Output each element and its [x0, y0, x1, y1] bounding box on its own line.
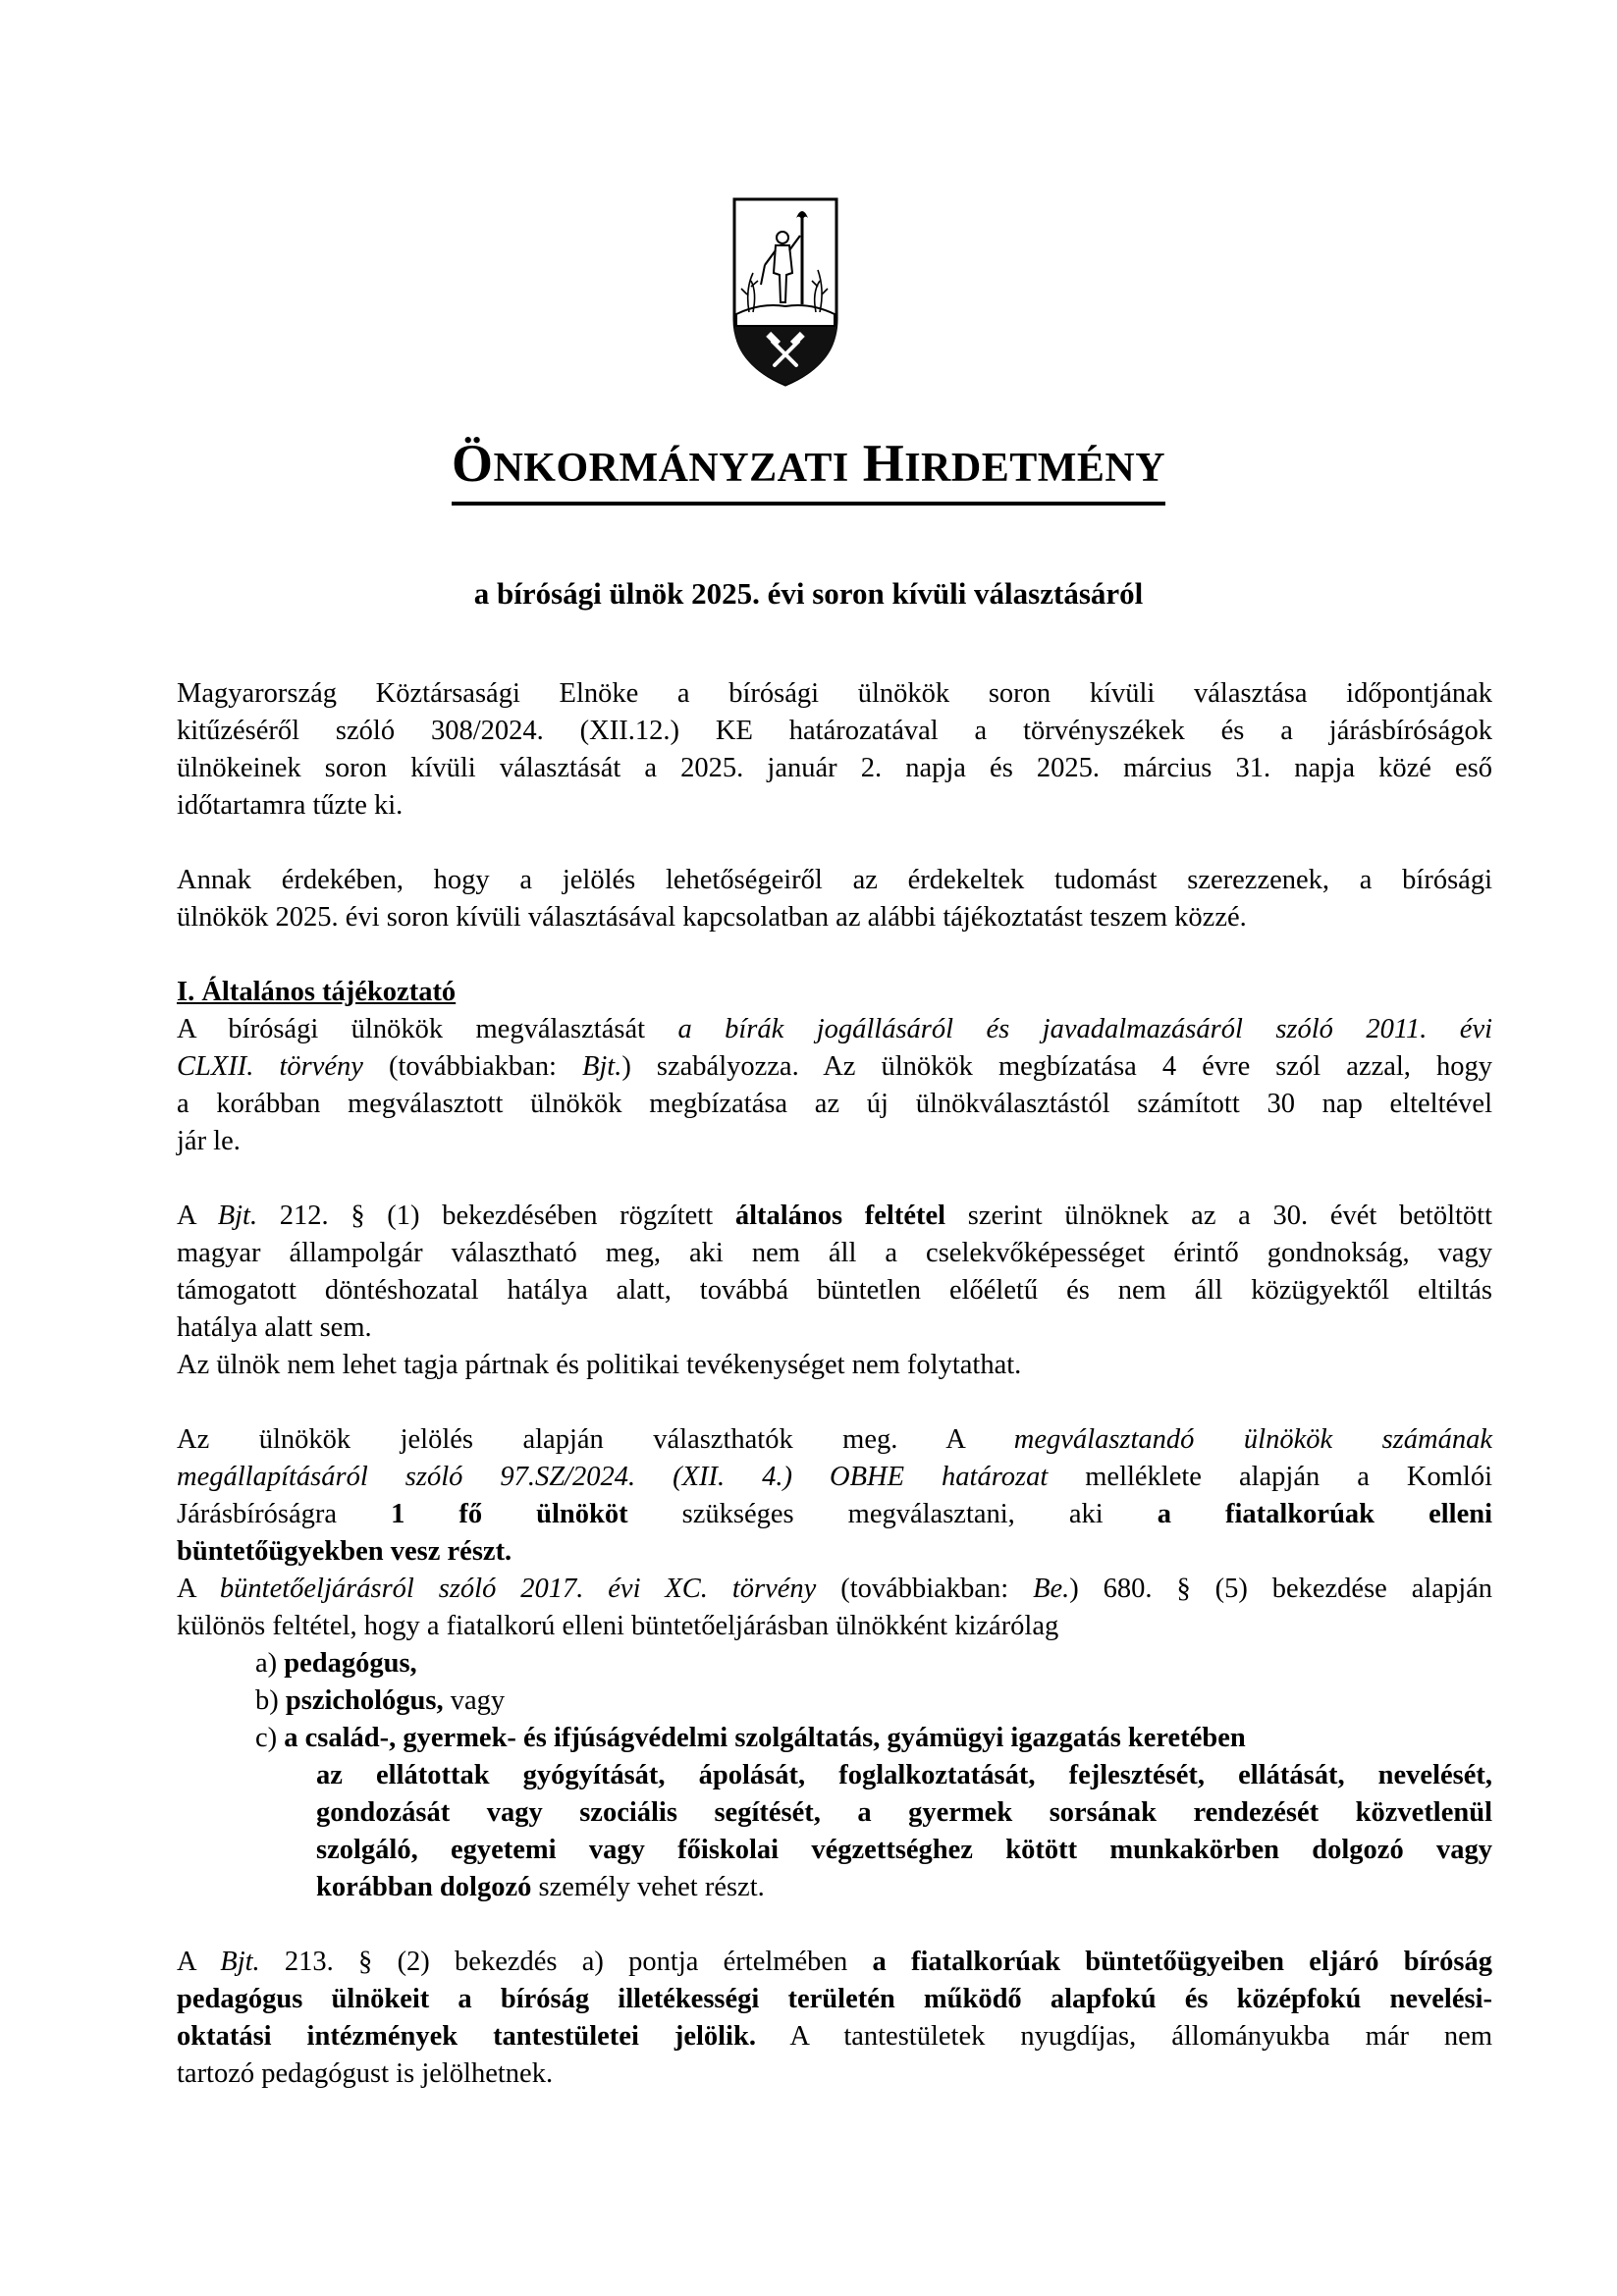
text-line: jár le.: [177, 1126, 241, 1156]
title-initial-1: Ö: [451, 434, 494, 493]
text-line: Járásbíróságra 1 fő ülnököt szükséges megválasztani, aki a fiatalkorúak elleni: [177, 1499, 1492, 1529]
coat-of-arms: [731, 196, 839, 388]
text-line: különös feltétel, hogy a fiatalkorú elleni büntetőeljárásban ülnökként kizárólag: [177, 1611, 1059, 1641]
coat-of-arms-image: [731, 196, 839, 388]
text-line: korábban dolgozó személy vehet részt.: [316, 1872, 765, 1902]
text-line: megállapításáról szóló 97.SZ/2024. (XII. 4.) OBHE határozat melléklete alapján a Komlói: [177, 1462, 1492, 1492]
subtitle: a bírósági ülnök 2025. évi soron kívüli választásáról: [473, 576, 1144, 611]
text-line: Magyarország Köztársasági Elnöke a bírósági ülnökök soron kívüli választása időpontjának: [177, 678, 1492, 709]
text-line: A Bjt. 213. § (2) bekezdés a) pontja értelmében a fiatalkorúak büntetőügyeiben eljáró bíróság: [177, 1947, 1492, 1977]
text-line: támogatott döntéshozatal hatálya alatt, továbbá büntetlen előéletű és nem áll közügyektől eltiltás: [177, 1275, 1492, 1306]
text-line: az ellátottak gyógyítását, ápolását, foglalkoztatását, fejlesztését, ellátását, nevelését,: [316, 1760, 1492, 1790]
list-item-c-continuation: [255, 1757, 1492, 1906]
text-line: magyar állampolgár választható meg, aki nem áll a cselekvőképességet érintő gondnokság, vagy: [177, 1238, 1492, 1268]
list-item-a: a) pedagógus,: [255, 1648, 417, 1679]
paragraph-intro: [177, 675, 1492, 825]
text-line: tartozó pedagógust is jelölhetnek.: [177, 2058, 554, 2089]
title-rest-1: NKORMÁNYZATI: [493, 446, 849, 491]
text-line: szolgáló, egyetemi vagy főiskolai végzettséghez kötött munkakörben dolgozó vagy: [316, 1835, 1492, 1865]
section-heading-text: I. Általános tájékoztató: [177, 977, 457, 1007]
text-line: CLXII. törvény (továbbiakban: Bjt.) szabályozza. Az ülnökök megbízatása 4 évre szól azzal, hogy: [177, 1051, 1492, 1082]
list-item-b: b) pszichológus, vagy: [255, 1685, 506, 1716]
text-line: kitűzéséről szóló 308/2024. (XII.12.) KE határozatával a törvényszékek és a járásbíróságok: [177, 716, 1492, 746]
title-initial-2: H: [862, 434, 905, 493]
text-line: A büntetőeljárásról szóló 2017. évi XC. törvény (továbbiakban: Be.) 680. § (5) bekezdése alapján: [177, 1574, 1493, 1604]
document-body: [177, 638, 1492, 2093]
text-line: Az ülnökök jelölés alapján választhatók meg. A megválasztandó ülnökök számának: [177, 1424, 1493, 1455]
condition-list: [177, 1645, 1492, 1906]
text-line: időtartamra tűzte ki.: [177, 790, 404, 821]
list-item-c: c) a család-, gyermek- és ifjúságvédelmi szolgáltatás, gyámügyi igazgatás keretében: [255, 1723, 1246, 1753]
text-line: oktatási intézmények tantestületei jelölik. A tantestületek nyugdíjas, állományukba már nem: [177, 2021, 1492, 2052]
text-line: A bírósági ülnökök megválasztását a bírák jogállásáról és javadalmazásáról szóló 2011. évi: [177, 1014, 1493, 1044]
text-line: pedagógus ülnökeit a bíróság illetékességi területén működő alapfokú és középfokú nevelési-: [177, 1984, 1492, 2014]
text-line: gondozását vagy szociális segítését, a gyermek sorsának rendezését közvetlenül: [316, 1797, 1492, 1828]
title-rest-2: IRDETMÉNY: [904, 446, 1166, 491]
text-line: a korábban megválasztott ülnökök megbízatása az új ülnökválasztástól számított 30 nap elteltével: [177, 1089, 1492, 1119]
text-line: ülnökök 2025. évi soron kívüli választásával kapcsolatban az alábbi tájékoztatást teszem közzé.: [177, 902, 1247, 933]
text-line: Annak érdekében, hogy a jelölés lehetőségeiről az érdekeltek tudomást szerezzenek, a bírósági: [177, 865, 1492, 895]
paragraph-general-condition: [177, 1198, 1492, 1384]
paragraph-pedagogue-nomination: [177, 1944, 1492, 2093]
page-title: [0, 432, 1617, 506]
text-line: Az ülnök nem lehet tagja pártnak és politikai tevékenységet nem folytathat.: [177, 1350, 1022, 1380]
text-line: büntetőügyekben vesz részt.: [177, 1536, 512, 1567]
text-line: A Bjt. 212. § (1) bekezdésében rögzített általános feltétel szerint ülnöknek az a 30. évét betöltött: [177, 1201, 1493, 1231]
paragraph-nomination: [177, 1421, 1492, 1645]
text-line: hatálya alatt sem.: [177, 1312, 372, 1343]
section-heading: [177, 974, 1492, 1011]
paragraph-bjt: [177, 1011, 1492, 1160]
text-line: ülnökeinek soron kívüli választását a 2025. január 2. napja és 2025. március 31. napja közé eső: [177, 753, 1492, 783]
paragraph-purpose: [177, 862, 1492, 936]
